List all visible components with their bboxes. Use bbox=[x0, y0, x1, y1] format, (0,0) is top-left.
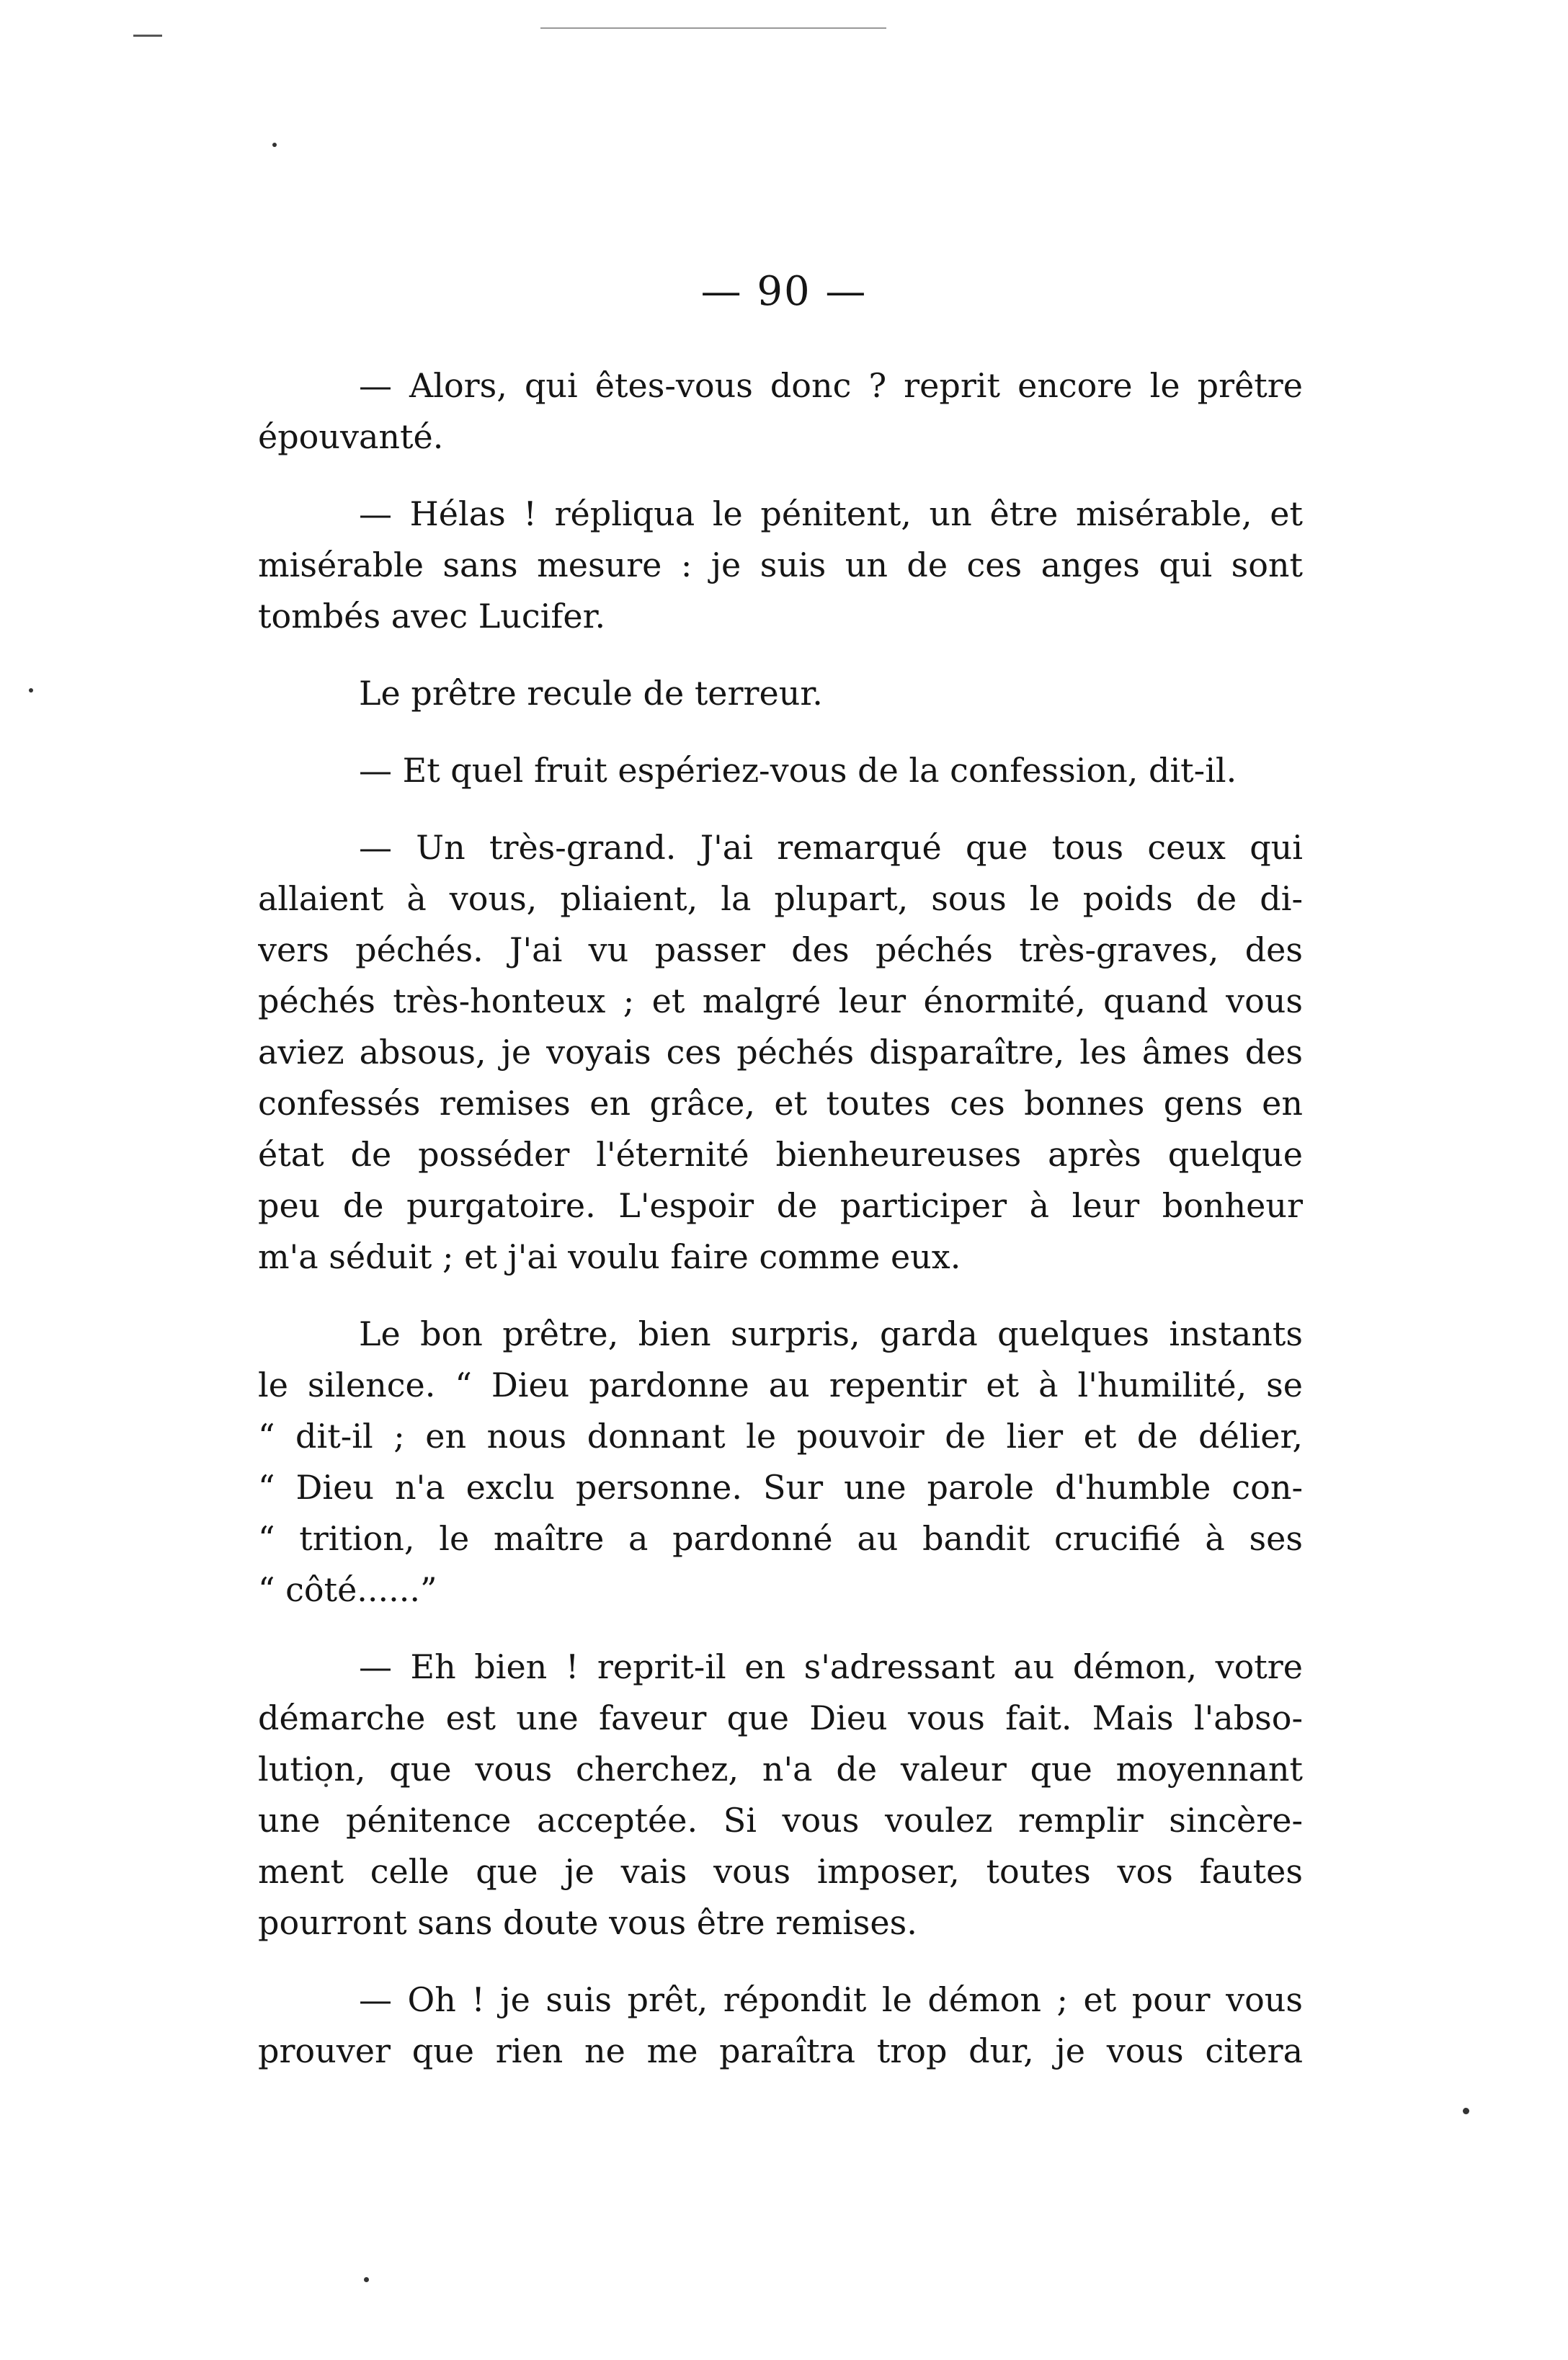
text-line: Le bon prêtre, bien surpris, garda quelques instants bbox=[359, 1314, 1303, 1353]
paragraph bbox=[258, 1642, 1303, 1949]
scan-speck bbox=[29, 688, 33, 693]
text-line: “ dit-il ; en nous donnant le pouvoir de lier et de délier, bbox=[258, 1417, 1303, 1456]
paragraph bbox=[258, 360, 1303, 463]
text-line: une pénitence acceptée. Si vous voulez remplir sincère- bbox=[258, 1801, 1303, 1840]
text-line: — Et quel fruit espériez-vous de la confession, dit-il. bbox=[359, 751, 1237, 790]
text-line: — Alors, qui êtes-vous donc ? reprit encore le prêtre bbox=[359, 366, 1303, 405]
scan-speck bbox=[364, 2277, 369, 2282]
text-line: confessés remises en grâce, et toutes ces bonnes gens en bbox=[258, 1084, 1303, 1123]
text-line: “ côté......” bbox=[258, 1570, 437, 1609]
text-line: “ trition, le maître a pardonné au bandit crucifié à ses bbox=[258, 1519, 1303, 1558]
text-line: péchés très-honteux ; et malgré leur énormité, quand vous bbox=[258, 981, 1303, 1020]
text-line: tombés avec Lucifer. bbox=[258, 597, 606, 636]
paragraph bbox=[258, 822, 1303, 1283]
text-line: démarche est une faveur que Dieu vous fait. Mais l'abso- bbox=[258, 1698, 1303, 1737]
text-line: peu de purgatoire. L'espoir de participer à leur bonheur bbox=[258, 1186, 1303, 1225]
text-line: — Oh ! je suis prêt, répondit le démon ; et pour vous bbox=[359, 1980, 1303, 2019]
text-line: m'a séduit ; et j'ai voulu faire comme eux. bbox=[258, 1237, 961, 1276]
paragraph bbox=[258, 489, 1303, 642]
text-line: le silence. “ Dieu pardonne au repentir et à l'humilité, se bbox=[258, 1366, 1303, 1404]
page-body bbox=[258, 360, 1303, 2077]
text-line: lution, que vous cherchez, n'a de valeur que moyennant bbox=[258, 1750, 1303, 1789]
text-line: prouver que rien ne me paraîtra trop dur, je vous citera bbox=[258, 2031, 1303, 2070]
text-line: Le prêtre recule de terreur. bbox=[359, 674, 823, 713]
text-line: — Un très-grand. J'ai remarqué que tous ceux qui bbox=[359, 828, 1303, 867]
paragraph bbox=[258, 1309, 1303, 1616]
text-line: allaient à vous, pliaient, la plupart, sous le poids de di- bbox=[258, 879, 1303, 918]
text-line: — Eh bien ! reprit-il en s'adressant au démon, votre bbox=[359, 1647, 1303, 1686]
paragraph bbox=[258, 745, 1303, 796]
paragraph bbox=[258, 668, 1303, 719]
text-line: ment celle que je vais vous imposer, toutes vos fautes bbox=[258, 1852, 1303, 1891]
text-line: état de posséder l'éternité bienheureuses après quelque bbox=[258, 1135, 1303, 1174]
text-line: “ Dieu n'a exclu personne. Sur une parole d'humble con- bbox=[258, 1468, 1303, 1507]
text-line: pourront sans doute vous être remises. bbox=[258, 1903, 917, 1942]
scan-speck bbox=[1463, 2108, 1469, 2114]
paragraph bbox=[258, 1974, 1303, 2077]
text-line: épouvanté. bbox=[258, 417, 444, 456]
page-number: — 90 — bbox=[700, 268, 868, 315]
text-line: misérable sans mesure : je suis un de ces anges qui sont bbox=[258, 546, 1303, 584]
text-line: aviez absous, je voyais ces péchés disparaître, les âmes des bbox=[258, 1033, 1303, 1072]
scan-mark bbox=[133, 35, 162, 37]
text-line: — Hélas ! répliqua le pénitent, un être misérable, et bbox=[359, 494, 1303, 533]
scan-mark bbox=[540, 27, 886, 29]
text-line: vers péchés. J'ai vu passer des péchés très-graves, des bbox=[258, 930, 1303, 969]
scan-speck bbox=[272, 143, 277, 147]
